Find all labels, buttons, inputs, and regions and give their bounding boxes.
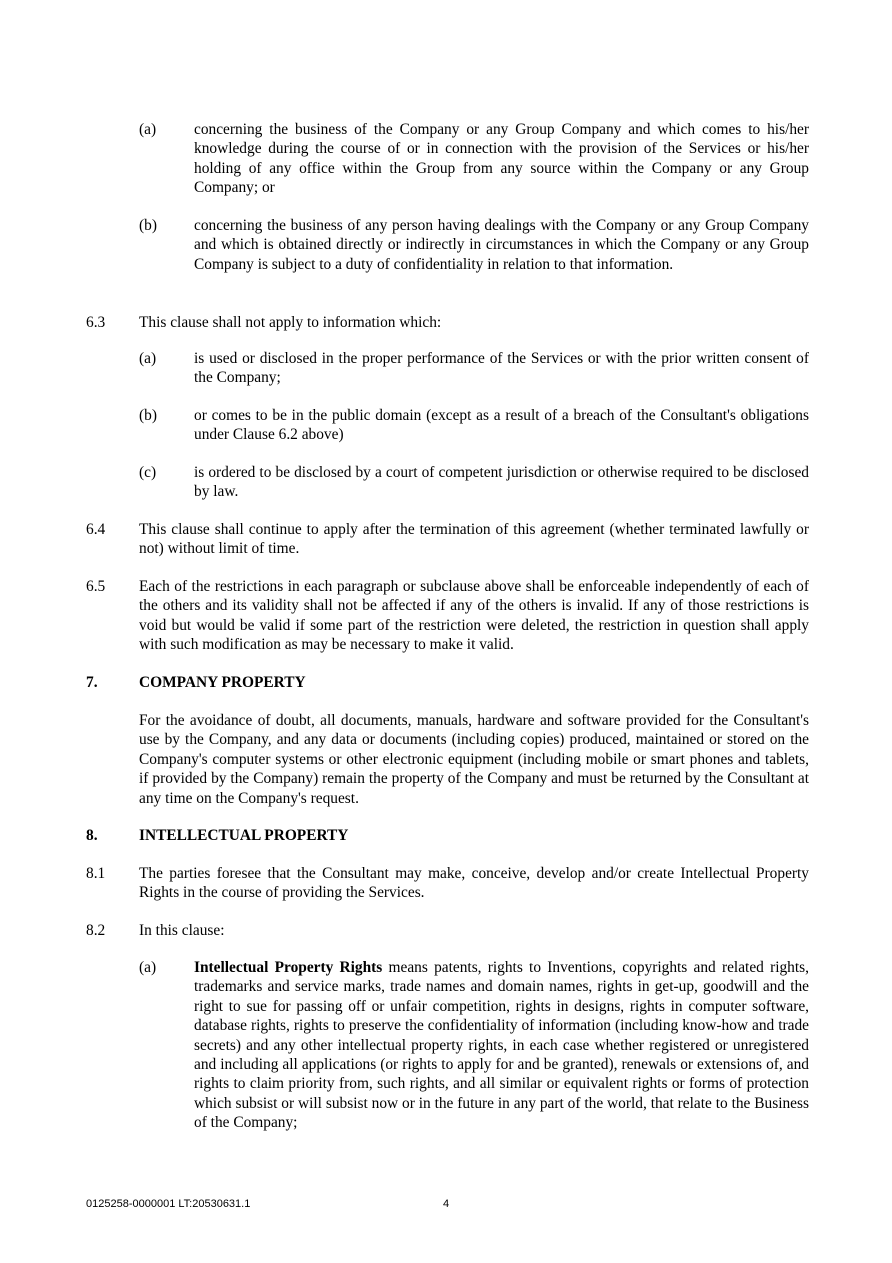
subclause-label: (a) <box>139 350 157 367</box>
section-title: COMPANY PROPERTY <box>139 674 306 691</box>
clause-text: The parties foresee that the Consultant may make, conceive, develop and/or create Intellectual Property Rights in the course of providing the Services. <box>139 865 809 902</box>
section-title: INTELLECTUAL PROPERTY <box>139 827 349 844</box>
page-number: 4 <box>443 1198 450 1210</box>
subclause-label: (b) <box>139 217 157 234</box>
clause-text: Each of the restrictions in each paragraph or subclause above shall be enforceable independently of each of the others and its validity shall not be affected if any of the others is invalid. If any of those restrictions is void but would be valid if some part of the restriction were deleted, the restriction in question shall apply with such modification as may be necessary to make it valid. <box>139 578 809 654</box>
subclause-text: concerning the business of the Company or any Group Company and which comes to his/her knowledge during the course of or in connection with the provision of the Services or his/her holding of any office within the Group from any source within the Company or any Group Company; or <box>194 121 809 197</box>
subclause-label: (c) <box>139 464 157 481</box>
subclause-text: is ordered to be disclosed by a court of competent jurisdiction or otherwise required to be disclosed by law. <box>194 464 809 501</box>
definition-body: means patents, rights to Inventions, copyrights and related rights, trademarks and service marks, trade names and domain names, rights in get-up, goodwill and the right to sue for passing off or unfair competition, rights in designs, rights in computer software, database rights, rights to preserve the confidentiality of information (including know-how and trade secrets) and any other intellectual property rights, in each case whether registered or unregistered and including all applications (or rights to apply for and be granted), renewals or extensions of, and rights to claim priority from, such rights, and all similar or equivalent rights or forms of protection which subsist or will subsist now or in the future in any part of the world, that relate to the Business of the Company; <box>194 959 809 1132</box>
subclause-label: (a) <box>139 959 157 976</box>
clause-text: In this clause: <box>139 922 225 939</box>
defined-term: Intellectual Property Rights <box>194 959 383 976</box>
definition-text <box>194 958 809 1133</box>
subclause-text: is used or disclosed in the proper performance of the Services or with the prior written consent of the Company; <box>194 350 809 387</box>
section-number: 7. <box>86 674 98 691</box>
clause-text: This clause shall not apply to information which: <box>139 314 442 331</box>
clause-number: 6.3 <box>86 314 106 331</box>
clause-text: This clause shall continue to apply after the termination of this agreement (whether terminated lawfully or not) without limit of time. <box>139 521 809 558</box>
subclause-text: or comes to be in the public domain (except as a result of a breach of the Consultant's obligations under Clause 6.2 above) <box>194 407 809 444</box>
document-reference: 0125258-0000001 LT:20530631.1 <box>86 1198 251 1210</box>
clause-number: 8.1 <box>86 865 106 882</box>
section-7-paragraph: For the avoidance of doubt, all documents, manuals, hardware and software provided for the Consultant's use by the Company, and any data or documents (including copies) produced, maintained or stored on the Company's computer systems or other electronic equipment (including mobile or smart phones and tablets, if provided by the Company) remain the property of the Company and must be returned by the Consultant at any time on the Company's request. <box>139 712 809 807</box>
subclause-label: (b) <box>139 407 157 424</box>
section-number: 8. <box>86 827 98 844</box>
subclause-text: concerning the business of any person having dealings with the Company or any Group Company and which is obtained directly or indirectly in circumstances in which the Company or any Group Company is subject to a duty of confidentiality in relation to that information. <box>194 217 809 273</box>
clause-number: 6.5 <box>86 578 106 595</box>
subclause-label: (a) <box>139 121 157 138</box>
clause-number: 6.4 <box>86 521 106 538</box>
clause-number: 8.2 <box>86 922 106 939</box>
